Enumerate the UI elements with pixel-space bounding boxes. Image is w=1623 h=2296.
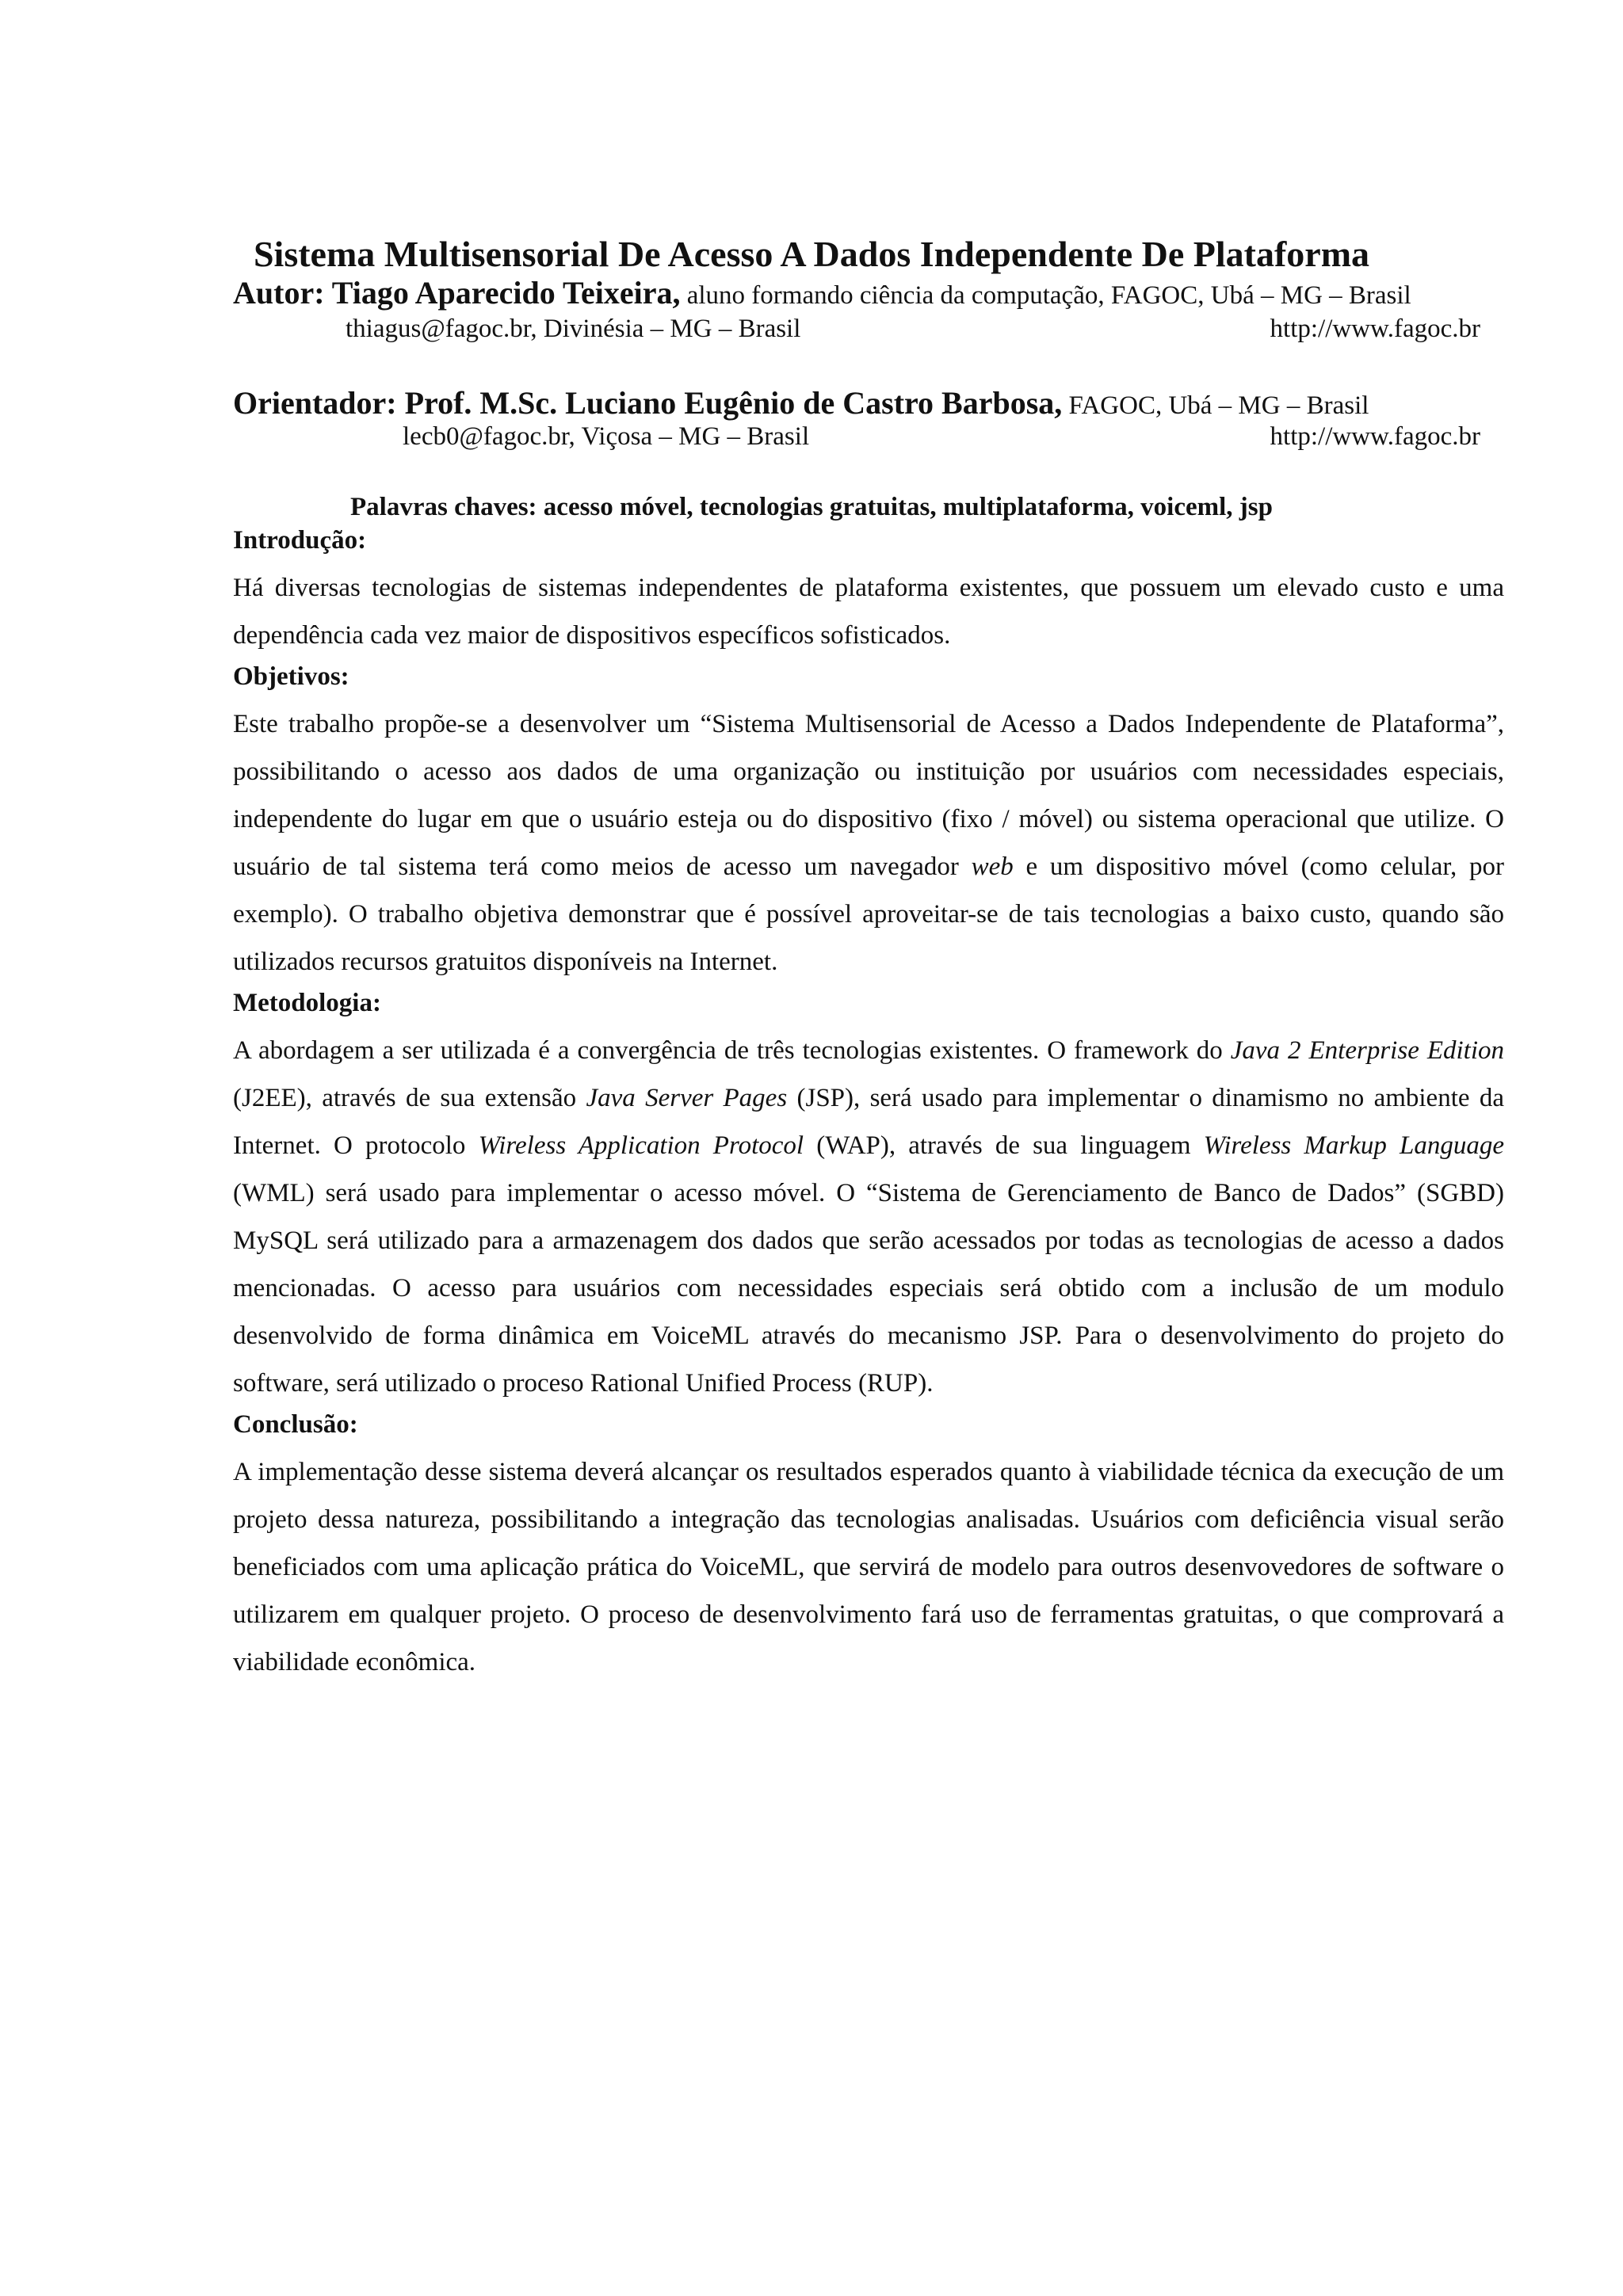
methodology-text-4: (WAP), através de sua linguagem	[804, 1131, 1204, 1160]
intro-heading: Introdução:	[233, 526, 367, 555]
methodology-italic-wml: Wireless Markup Language	[1203, 1131, 1504, 1160]
objectives-text-2: e um dispositivo móvel (como celular, por exemplo). O trabalho objetiva demonstrar que é possível aproveitar-se de tais tecnologias a baixo custo, quando são utilizados recursos gratuitos disponíveis na Internet.	[233, 852, 1504, 976]
methodology-text-3: (JSP), será usado para implementar o dinamismo no ambiente da Internet. O protocolo	[233, 1084, 1504, 1160]
methodology-text-2: (J2EE), através de sua extensão	[233, 1084, 586, 1112]
objectives-web-italic: web	[971, 852, 1014, 881]
advisor-line	[233, 385, 1369, 424]
author-affiliation: aluno formando ciência da computação, FAGOC, Ubá – MG – Brasil	[680, 281, 1411, 310]
objectives-text-1: Este trabalho propõe-se a desenvolver um “Sistema Multisensorial de Acesso a Dados Independente de Plataforma”, possibilitando o acesso aos dados de uma organização ou instituição por usuários com necessidades especiais, independente do lugar em que o usuário esteja ou do dispositivo (fixo / móvel) ou sistema operacional que utilize. O usuário de tal sistema terá como meios de acesso um navegador	[233, 710, 1504, 881]
paper-title: Sistema Multisensorial De Acesso A Dados Independente De Plataforma	[253, 234, 1370, 274]
intro-paragraph: Há diversas tecnologias de sistemas independentes de plataforma existentes, que possuem um elevado custo e uma dependência cada vez maior de dispositivos específicos sofisticados.	[233, 574, 1504, 650]
conclusion-paragraph: A implementação desse sistema deverá alcançar os resultados esperados quanto à viabilidade técnica da execução de um projeto dessa natureza, possibilitando a integração das tecnologias analisadas. Usuários com deficiência visual serão beneficiados com uma aplicação prática do VoiceML, que servirá de modelo para outros desenvovedores de software o utilizarem em qualquer projeto. O proceso de desenvolvimento fará uso de ferramentas gratuitas, o que comprovará a viabilidade econômica.	[233, 1458, 1504, 1676]
methodology-heading: Metodologia:	[233, 989, 381, 1017]
advisor-name: Orientador: Prof. M.Sc. Luciano Eugênio de Castro Barbosa,	[233, 385, 1063, 421]
author-line	[233, 275, 1411, 314]
advisor-affiliation: FAGOC, Ubá – MG – Brasil	[1062, 391, 1369, 420]
objectives-heading: Objetivos:	[233, 662, 349, 691]
author-contact: thiagus@fagoc.br, Divinésia – MG – Brasil	[346, 315, 801, 343]
paper-body	[233, 523, 1504, 1686]
advisor-contact: lecb0@fagoc.br, Viçosa – MG – Brasil	[403, 422, 810, 451]
conclusion-heading: Conclusão:	[233, 1410, 358, 1439]
advisor-url: http://www.fagoc.br	[1270, 422, 1480, 451]
methodology-italic-j2ee: Java 2 Enterprise Edition	[1230, 1036, 1504, 1065]
methodology-italic-wap: Wireless Application Protocol	[478, 1131, 804, 1160]
author-url: http://www.fagoc.br	[1270, 315, 1480, 343]
methodology-paragraph	[233, 1027, 1504, 1407]
objectives-paragraph	[233, 700, 1504, 986]
methodology-text-1: A abordagem a ser utilizada é a convergência de três tecnologias existentes. O framework do	[233, 1036, 1231, 1065]
keywords: Palavras chaves: acesso móvel, tecnologias gratuitas, multiplataforma, voiceml, jsp	[350, 493, 1273, 521]
author-name: Autor: Tiago Aparecido Teixeira,	[233, 275, 681, 311]
methodology-text-5: (WML) será usado para implementar o acesso móvel. O “Sistema de Gerenciamento de Banco de Dados” (SGBD) MySQL será utilizado para a armazenagem dos dados que serão acessados por todas as tecnologias de acesso a dados mencionadas. O acesso para usuários com necessidades especiais será obtido com a inclusão de um modulo desenvolvido de forma dinâmica em VoiceML através do mecanismo JSP. Para o desenvolvimento do projeto do software, será utilizado o proceso Rational Unified Process (RUP).	[233, 1179, 1504, 1398]
methodology-italic-jsp: Java Server Pages	[586, 1084, 788, 1112]
